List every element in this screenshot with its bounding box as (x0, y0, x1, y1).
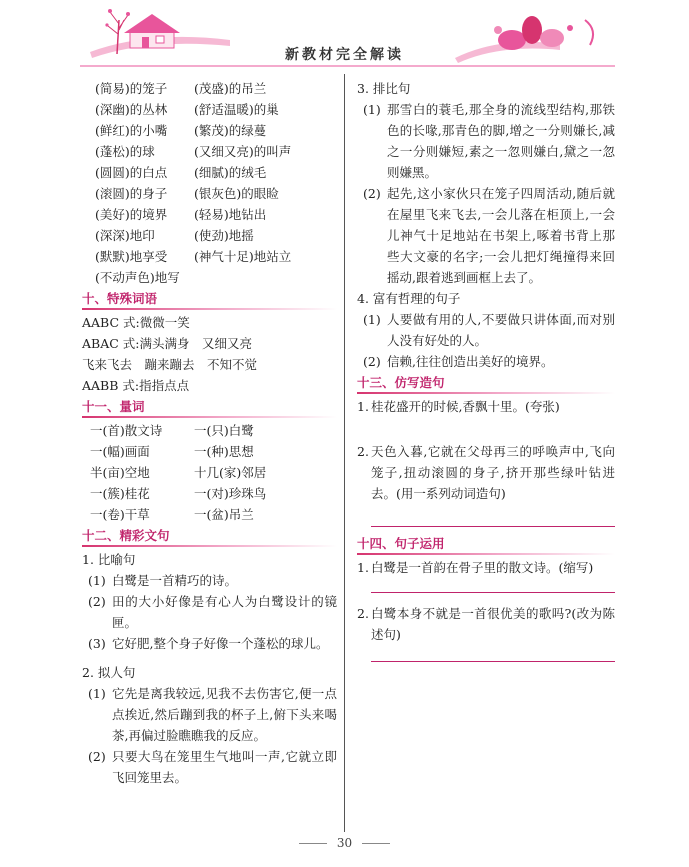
measure-word-b: 一(种)思想 (194, 444, 254, 459)
question-number: 1. (357, 560, 369, 575)
footer-dash (299, 843, 327, 844)
footer-dash (362, 843, 390, 844)
subsection-parallelism: 3. 排比句 (357, 81, 411, 96)
word-pair-a: (滚圆)的身子 (95, 186, 168, 201)
house-icon (124, 14, 180, 48)
measure-word-row (82, 462, 337, 483)
word-pair-row (82, 120, 337, 141)
word-pair-row (82, 225, 337, 246)
measure-word-row (82, 441, 337, 462)
section-title-usage: 十四、句子运用 (357, 536, 445, 551)
item-text: 田的大小好像是有心人为白鹭设计的镜匣。 (112, 594, 337, 630)
exercise-question (357, 396, 615, 417)
word-pairs (82, 78, 337, 288)
measure-word-row (82, 483, 337, 504)
idiom-line: ABAC 式:满头满身 又细又亮 (82, 336, 252, 351)
measure-word-b: 一(只)白鹭 (194, 423, 254, 438)
word-pair-a: (圆圆)的白点 (95, 165, 168, 180)
section-title-imitation: 十三、仿写造句 (357, 375, 445, 390)
question-text: 白鹭本身不就是一首很优美的歌吗?(改为陈述句) (371, 606, 615, 642)
right-column (357, 78, 615, 662)
sentence-item (82, 633, 337, 654)
word-pair-b: (又细又亮)的叫声 (194, 144, 292, 159)
measure-word-row (82, 420, 337, 441)
answer-line[interactable] (371, 661, 615, 662)
item-text: 人要做有用的人,不要做只讲体面,而对别人没有好处的人。 (387, 312, 615, 348)
word-pair-a: (深幽)的丛林 (95, 102, 168, 117)
word-pair-row (82, 204, 337, 225)
word-pair-row (82, 162, 337, 183)
item-text: 起先,这小家伙只在笼子四周活动,随后就在屋里飞来飞去,一会儿落在柜顶上,一会儿神气十足地站在书架上,啄着书背上那些大文豪的名字;一会儿把灯绳撞得来回摇动,跟着逃到画框上去了。 (387, 186, 615, 285)
page-header (0, 0, 689, 70)
answer-space (357, 645, 615, 661)
item-text: 信赖,往往创造出美好的境界。 (387, 354, 554, 369)
exercise-question (357, 441, 615, 504)
word-pair-a: (简易)的笼子 (95, 81, 168, 96)
item-number: (1) (88, 686, 106, 701)
answer-space (357, 417, 615, 441)
exercise-question (357, 603, 615, 645)
measure-word-a: 一(簇)桂花 (90, 486, 150, 501)
answer-space (357, 504, 615, 526)
item-text: 只要大鸟在笼里生气地叫一声,它就立即飞回笼里去。 (112, 749, 337, 785)
item-text: 那雪白的蓑毛,那全身的流线型结构,那铁色的长喙,那青色的脚,增之一分则嫌长,减之一分则嫌短,素之一忽则嫌白,黛之一忽则嫌黑。 (387, 102, 615, 180)
word-pair-row (82, 246, 337, 267)
question-text: 天色入暮,它就在父母再三的呼唤声中,飞向笼子,扭动滚圆的身子,挤开那些绿叶钻进去。(用一系列动词造句) (371, 444, 615, 501)
word-pair-row (82, 99, 337, 120)
word-pair-b: (茂盛)的吊兰 (194, 81, 267, 96)
page-number: 30 (336, 836, 353, 850)
word-pair-a: (深深)地印 (95, 228, 155, 243)
question-text: 白鹭是一首韵在骨子里的散文诗。(缩写) (371, 560, 594, 575)
sentence-item (82, 570, 337, 591)
measure-word-b: 十几(家)邻居 (194, 465, 267, 480)
word-pair-row (82, 141, 337, 162)
word-pair-row (82, 183, 337, 204)
word-pair-b: (舒适温暖)的巢 (194, 102, 279, 117)
word-pair-a: (默默)地享受 (95, 249, 168, 264)
word-pair-b: (使劲)地摇 (194, 228, 254, 243)
idiom-line: AABB 式:指指点点 (82, 378, 190, 393)
measure-word-a: 一(幅)画面 (90, 444, 150, 459)
item-number: (2) (363, 186, 381, 201)
item-number: (1) (363, 312, 381, 327)
header-title: 新教材完全解读 (285, 47, 404, 63)
section-title-sentences: 十二、精彩文句 (82, 528, 170, 543)
section-title-measure-words: 十一、量词 (82, 399, 145, 414)
column-divider (344, 74, 345, 832)
item-text: 它好肥,整个身子好像一个蓬松的球儿。 (112, 636, 329, 651)
sentence-item (357, 99, 615, 183)
question-number: 2. (357, 444, 369, 459)
question-number: 2. (357, 606, 369, 621)
question-text: 桂花盛开的时候,香飘十里。(夸张) (371, 399, 560, 414)
measure-word-a: 半(亩)空地 (90, 465, 150, 480)
item-text: 白鹭是一首精巧的诗。 (112, 573, 238, 588)
sentence-item (357, 351, 615, 372)
word-pair-row (82, 78, 337, 99)
answer-space (357, 578, 615, 592)
item-number: (3) (88, 636, 106, 651)
subsection-metaphor: 1. 比喻句 (82, 552, 136, 567)
word-pair-a: (鲜红)的小嘴 (95, 123, 168, 138)
word-pair-b: (神气十足)地站立 (194, 249, 292, 264)
word-pair-b: (繁茂)的绿蔓 (194, 123, 267, 138)
question-number: 1. (357, 399, 369, 414)
idiom-line: 飞来飞去 蹦来蹦去 不知不觉 (82, 357, 258, 372)
subsection-personification: 2. 拟人句 (82, 665, 136, 680)
word-phrase: (不动声色)地写 (95, 270, 180, 285)
item-text: 它先是离我较远,见我不去伤害它,便一点点挨近,然后蹦到我的杯子上,俯下头来喝茶,再偏过脸瞧瞧我的反应。 (112, 686, 337, 743)
word-pair-b: (细腻)的绒毛 (194, 165, 267, 180)
page-number-footer (0, 836, 689, 850)
item-number: (2) (88, 594, 106, 609)
word-pair-a: (蓬松)的球 (95, 144, 155, 159)
measure-word-a: 一(卷)干草 (90, 507, 150, 522)
measure-word-b: 一(盆)吊兰 (194, 507, 254, 522)
item-number: (1) (363, 102, 381, 117)
measure-word-row (82, 504, 337, 525)
sentence-item (357, 183, 615, 288)
measure-word-a: 一(首)散文诗 (90, 423, 163, 438)
sentence-item (82, 591, 337, 633)
word-pair-b: (轻易)地钻出 (194, 207, 267, 222)
left-column (82, 78, 337, 788)
subsection-philosophy: 4. 富有哲理的句子 (357, 291, 461, 306)
sentence-item (357, 309, 615, 351)
word-pair-a: (美好)的境界 (95, 207, 168, 222)
measure-word-b: 一(对)珍珠鸟 (194, 486, 267, 501)
section-title-special-words: 十、特殊词语 (82, 291, 158, 306)
word-pair-b: (银灰色)的眼睑 (194, 186, 279, 201)
item-number: (1) (88, 573, 106, 588)
item-number: (2) (88, 749, 106, 764)
sentence-item (82, 683, 337, 746)
idiom-line: AABC 式:微微一笑 (82, 315, 190, 330)
exercise-question (357, 557, 615, 578)
sentence-item (82, 746, 337, 788)
item-number: (2) (363, 354, 381, 369)
